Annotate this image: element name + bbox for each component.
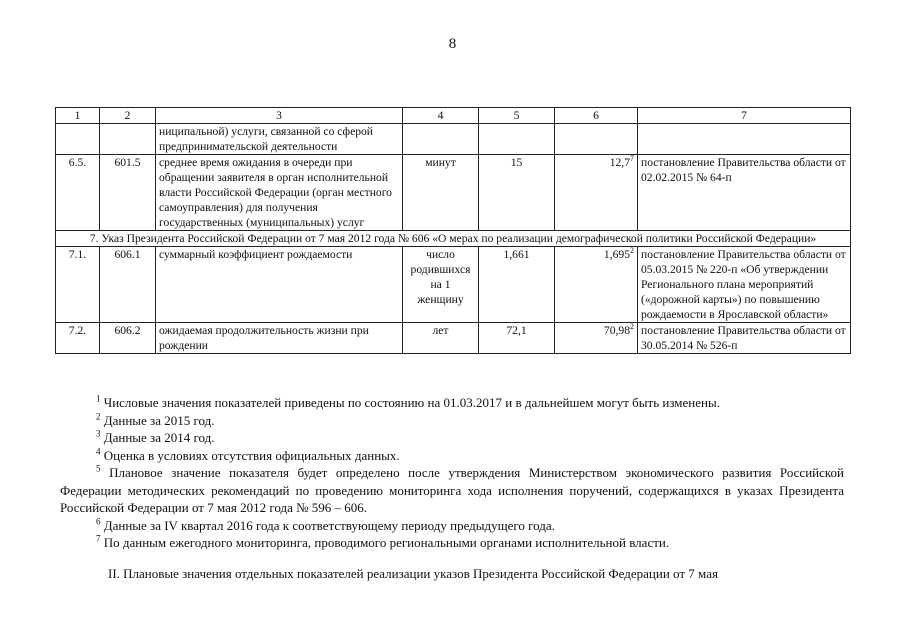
cell-text: постановление Правительства области от 02.02.2015 № 64-п: [641, 156, 846, 184]
footnote: [60, 394, 844, 412]
cell-text: ниципальной) услуги, связанной со сферой предпринимательской деятельности: [159, 125, 374, 153]
table-cell: [403, 247, 479, 323]
footnote-mark: 3: [96, 428, 101, 439]
table-cell: [638, 323, 851, 354]
table-cell: [555, 323, 638, 354]
cell-text: 7.1.: [68, 248, 87, 261]
table-cell: [56, 155, 100, 231]
table-row: [56, 323, 851, 354]
footnote-mark: 5: [96, 463, 101, 474]
footnote-text: Оценка в условиях отсутствия официальных данных.: [103, 447, 400, 463]
table-cell: [156, 124, 403, 155]
section-title: 7. Указ Президента Российской Федерации от 7 мая 2012 года № 606 «О мерах по реализации демографической политики Российской Федерации»: [56, 231, 851, 247]
column-header: 1: [56, 108, 100, 124]
cell-text: ожидаемая продолжительность жизни при рождении: [159, 324, 369, 352]
footnote-text: Данные за IV квартал 2016 года к соответствующему периоду предыдущего года.: [103, 517, 555, 533]
table-header-row: [56, 108, 851, 124]
cell-text: среднее время ожидания в очереди при обращении заявителя в орган исполнительной власти Российской Федерации (орган местного самоуправления) для получения государственных (муниципальных) услуг: [159, 156, 392, 229]
table-row: [56, 155, 851, 231]
table-cell: [403, 323, 479, 354]
footnote-text: Плановое значение показателя будет определено после утверждения Министерством экономического развития Российской Федерации методических рекомендаций по проведению мониторинга хода исполнения поручений, содержащихся в указах Президента Российской Федерации от 7 мая 2012 года № 596 – 606.: [60, 465, 845, 515]
table-row: [56, 247, 851, 323]
table-cell: [156, 247, 403, 323]
cell-text: постановление Правительства области от 05.03.2015 № 220-п «Об утверждении Регионального плана мероприятий («дорожной карты») по повышению рождаемости в Ярославской области»: [641, 248, 846, 321]
cell-text: 15: [510, 156, 523, 169]
section-row: [56, 231, 851, 247]
footnote-text: Числовые значения показателей приведены по состоянию на 01.03.2017 и в дальнейшем могут быть изменены.: [103, 395, 720, 410]
footnote-text: Данные за 2015 год.: [103, 412, 215, 428]
cell-text: 7.2.: [68, 324, 87, 337]
table-cell: [479, 247, 555, 323]
cell-text: 606.1: [114, 248, 141, 261]
cell-text: 70,98: [603, 324, 630, 337]
cell-text: 72,1: [506, 324, 527, 337]
column-header: 5: [479, 108, 555, 124]
footnote: [60, 412, 844, 430]
column-header: 4: [403, 108, 479, 124]
cell-text: постановление Правительства области от 30.05.2014 № 526-п: [641, 324, 846, 352]
footnote-mark: 7: [96, 533, 101, 544]
table-cell: [479, 124, 555, 155]
table-cell: [156, 323, 403, 354]
cell-text: 1,661: [503, 248, 530, 261]
footnotes: [60, 394, 844, 552]
table-cell: [156, 155, 403, 231]
table-cell: [56, 247, 100, 323]
column-header: 3: [156, 108, 403, 124]
table-row: [56, 124, 851, 155]
footnote-mark: 6: [96, 516, 101, 527]
cell-text: число родившихся на 1 женщину: [410, 248, 471, 306]
footnote-mark: 4: [96, 446, 101, 457]
footnote: [60, 447, 844, 465]
footnote: [60, 534, 844, 552]
column-header: 7: [638, 108, 851, 124]
footnote: [60, 464, 844, 517]
footnote-text: По данным ежегодного мониторинга, проводимого региональными органами исполнительной власти.: [103, 535, 670, 550]
footnote-ref: 2: [630, 322, 634, 332]
table-cell: [555, 155, 638, 231]
footnote: [60, 429, 844, 447]
table-cell: [555, 247, 638, 323]
footnote-mark: 2: [96, 411, 101, 422]
section-heading: II. Плановые значения отдельных показателей реализации указов Президента Российской Федерации от 7 мая: [108, 566, 718, 581]
cell-text: 6.5.: [68, 156, 87, 169]
table-cell: [479, 155, 555, 231]
table-cell: [403, 155, 479, 231]
table-cell: [100, 247, 156, 323]
table-cell: [555, 124, 638, 155]
footnote-mark: 1: [96, 393, 101, 404]
footnote-text: Данные за 2014 год.: [103, 430, 215, 445]
table-cell: [100, 155, 156, 231]
cell-text: лет: [432, 324, 449, 337]
footnote-ref: 2: [630, 246, 634, 256]
column-header: 2: [100, 108, 156, 124]
table-cell: [479, 323, 555, 354]
table-cell: [638, 155, 851, 231]
indicators-table: [55, 107, 851, 354]
cell-text: минут: [425, 156, 456, 169]
table-cell: [56, 124, 100, 155]
table-cell: [403, 124, 479, 155]
table-cell: [100, 124, 156, 155]
table-cell: [638, 247, 851, 323]
footnote-ref: 7: [630, 154, 634, 164]
table-cell: [100, 323, 156, 354]
footnote: [60, 517, 844, 535]
table-cell: [638, 124, 851, 155]
cell-text: суммарный коэффициент рождаемости: [159, 248, 353, 261]
cell-text: 12,7: [609, 156, 630, 169]
cell-text: 601.5: [114, 156, 141, 169]
table-cell: [56, 323, 100, 354]
cell-text: 606.2: [114, 324, 141, 337]
column-header: 6: [555, 108, 638, 124]
page-number: 8: [448, 36, 457, 52]
cell-text: 1,695: [603, 248, 630, 261]
